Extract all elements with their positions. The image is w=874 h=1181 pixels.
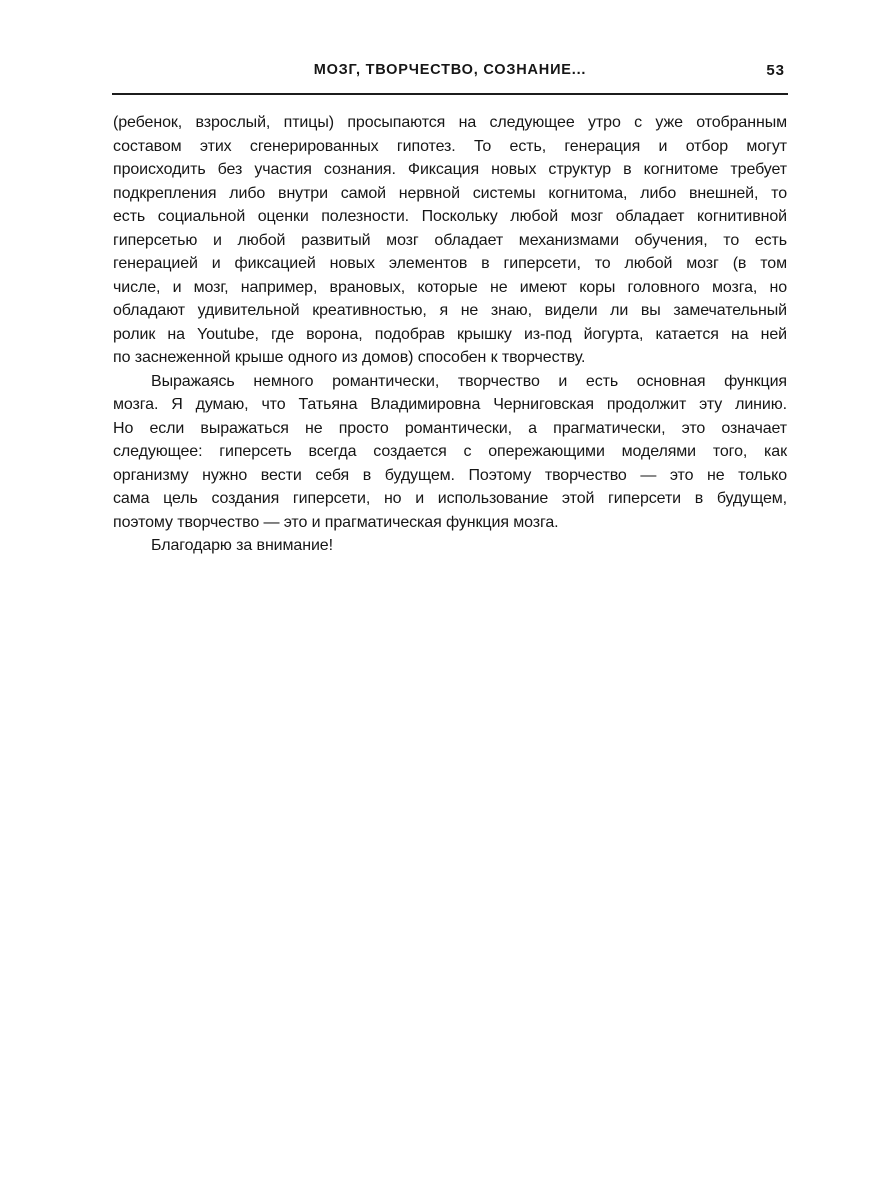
text-line: поэтому творчество — это и прагматическая функция мозга. — [113, 513, 559, 531]
text-line: мозга. Я думаю, что Татьяна Владимировна Черниговская продолжит эту линию. — [113, 396, 787, 413]
header-rule — [112, 93, 788, 95]
text-line: числе, и мозг, например, врановых, которые не имеют коры головного мозга, но — [113, 278, 787, 296]
running-head — [113, 62, 787, 80]
text-line: организму нужно вести себя в будущем. Поэтому творчество — это не только — [113, 466, 787, 484]
text-line: происходить без участия сознания. Фиксация новых структур в когнитоме требует — [113, 161, 787, 178]
text-line: Выражаясь немного романтически, творчество и есть основная функция — [151, 372, 787, 390]
running-title: МОЗГ, ТВОРЧЕСТВО, СОЗНАНИЕ... — [313, 62, 587, 78]
text-line: составом этих сгенерированных гипотез. То есть, генерация и отбор могут — [113, 137, 787, 155]
text-line: подкрепления либо внутри самой нервной системы когнитома, либо внешней, то — [113, 184, 787, 202]
page-number: 53 — [766, 62, 785, 79]
text-line: сама цель создания гиперсети, но и использование этой гиперсети в будущем, — [113, 490, 787, 507]
text-line: следующее: гиперсеть всегда создается с опережающими моделями того, как — [113, 443, 787, 460]
page-body-text — [113, 111, 787, 558]
text-line: обладают удивительной креативностью, я не знаю, видели ли вы замечательный — [113, 302, 787, 319]
text-line: по заснеженной крыше одного из домов) способен к творчеству. — [113, 349, 586, 366]
text-line: ролик на Youtube, где ворона, подобрав крышку из-под йогурта, катается на ней — [113, 325, 787, 343]
text-line: есть социальной оценки полезности. Поскольку любой мозг обладает когнитивной — [113, 208, 787, 225]
text-line: генерацией и фиксацией новых элементов в гиперсети, то любой мозг (в том — [113, 255, 787, 272]
text-line: гиперсетью и любой развитый мозг обладает механизмами обучения, то есть — [113, 231, 787, 249]
text-line: Но если выражаться не просто романтически, а прагматически, это означает — [113, 419, 787, 437]
text-line: (ребенок, взрослый, птицы) просыпаются на следующее утро с уже отобранным — [113, 114, 787, 131]
text-line: Благодарю за внимание! — [151, 537, 333, 554]
